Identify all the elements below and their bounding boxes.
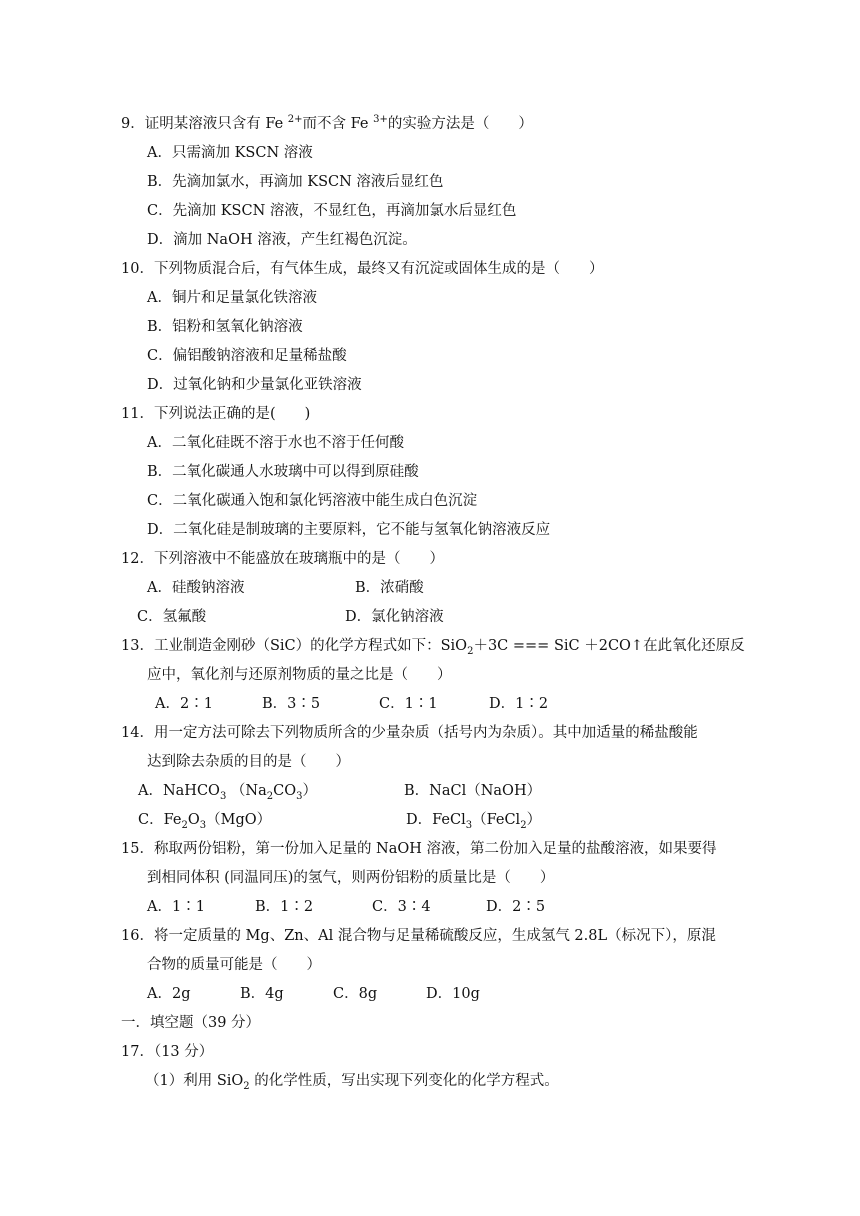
q14-stem-line2: 达到除去杂质的目的是（ ）: [147, 754, 350, 770]
q15-option-d: D．2∶5: [486, 899, 546, 915]
q13-stem-line1: 13．工业制造金刚砂（SiC）的化学方程式如下：SiO$_2$＋3C === SiC ＋2CO↑在此氧化还原反: [121, 638, 745, 657]
q15-stem-line2: 到相同体积 (同温同压)的氢气，则两份铝粉的质量比是（ ）: [147, 870, 555, 886]
q9-stem: 9．证明某溶液只含有 Fe $^{2+}$而不含 Fe $^{3+}$的实验方法是（ ）: [121, 114, 533, 132]
q9-option-d: D．滴加 NaOH 溶液，产生红褐色沉淀。: [147, 232, 417, 248]
q10-stem: 10．下列物质混合后，有气体生成，最终又有沉淀或固体生成的是（ ）: [121, 261, 604, 277]
q16-option-d: D．10g: [426, 986, 480, 1002]
q15-stem-line1: 15．称取两份铝粉，第一份加入足量的 NaOH 溶液，第二份加入足量的盐酸溶液，如果要得: [121, 841, 717, 857]
q12-option-d: D．氯化钠溶液: [345, 609, 444, 625]
q16-option-a: A．2g: [147, 986, 191, 1002]
q14-option-c: C．$Fe_2O_3(MgO)$: [138, 812, 272, 831]
q14-option-a: A．NaHCO$_3$ $(Na_2CO_3)$: [138, 783, 317, 802]
q13-stem-line2: 应中，氧化剂与还原剂物质的量之比是（ ）: [147, 667, 452, 683]
q9-option-c: C．先滴加 KSCN 溶液，不显红色，再滴加氯水后显红色: [147, 203, 517, 219]
q16-option-b: B．4g: [240, 986, 284, 1002]
q16-stem-line1: 16．将一定质量的 Mg、Zn、Al 混合物与足量稀硫酸反应，生成氢气 2.8L（标况下），原混: [121, 928, 716, 944]
q15-option-c: C．3∶4: [372, 899, 431, 915]
q12-option-b: B．浓硝酸: [355, 580, 424, 596]
q12-stem: 12．下列溶液中不能盛放在玻璃瓶中的是（ ）: [121, 551, 444, 567]
q15-option-b: B．1∶2: [255, 899, 314, 915]
q13-option-c: C．1∶1: [379, 696, 438, 712]
q15-option-a: A．1∶1: [147, 899, 205, 915]
q12-option-a: A．硅酸钠溶液: [147, 580, 245, 596]
q10-option-a: A．铜片和足量氯化铁溶液: [147, 290, 317, 306]
q13-option-d: D．1∶2: [489, 696, 549, 712]
q13-option-a: A．2∶1: [155, 696, 213, 712]
q11-option-d: D．二氧化硅是制玻璃的主要原料，它不能与氢氧化钠溶液反应: [147, 522, 551, 538]
q16-option-c: C．8g: [333, 986, 378, 1002]
q14-stem-line1: 14．用一定方法可除去下列物质所含的少量杂质（括号内为杂质）。其中加适量的稀盐酸能: [121, 725, 698, 741]
q13-option-b: B．3∶5: [262, 696, 321, 712]
q14-option-d: D．FeCl$_3$（FeCl$_2$）: [406, 812, 542, 831]
section-heading: 一．填空题（39 分）: [121, 1015, 261, 1031]
q17-stem: 17．（13 分）: [121, 1044, 214, 1060]
q11-option-b: B．二氧化碳通人水玻璃中可以得到原硅酸: [147, 464, 419, 480]
q16-stem-line2: 合物的质量可能是（ ）: [147, 957, 321, 973]
q11-option-a: A．二氧化硅既不溶于水也不溶于任何酸: [147, 435, 404, 451]
q10-option-c: C．偏铝酸钠溶液和足量稀盐酸: [147, 348, 347, 364]
q10-option-b: B．铝粉和氢氧化钠溶液: [147, 319, 303, 335]
q9-option-b: B．先滴加氯水，再滴加 KSCN 溶液后显红色: [147, 174, 444, 190]
q12-option-c: C．氢氟酸: [137, 609, 207, 625]
q11-stem: 11．下列说法正确的是( ): [121, 406, 311, 422]
q17-sub1: （1）利用 SiO$_2$ 的化学性质，写出实现下列变化的化学方程式。: [145, 1073, 559, 1092]
q10-option-d: D．过氧化钠和少量氯化亚铁溶液: [147, 377, 362, 393]
q14-option-b: B．NaCl（NaOH）: [404, 783, 542, 799]
q9-option-a: A．只需滴加 KSCN 溶液: [147, 145, 313, 161]
q11-option-c: C．二氧化碳通入饱和氯化钙溶液中能生成白色沉淀: [147, 493, 478, 509]
